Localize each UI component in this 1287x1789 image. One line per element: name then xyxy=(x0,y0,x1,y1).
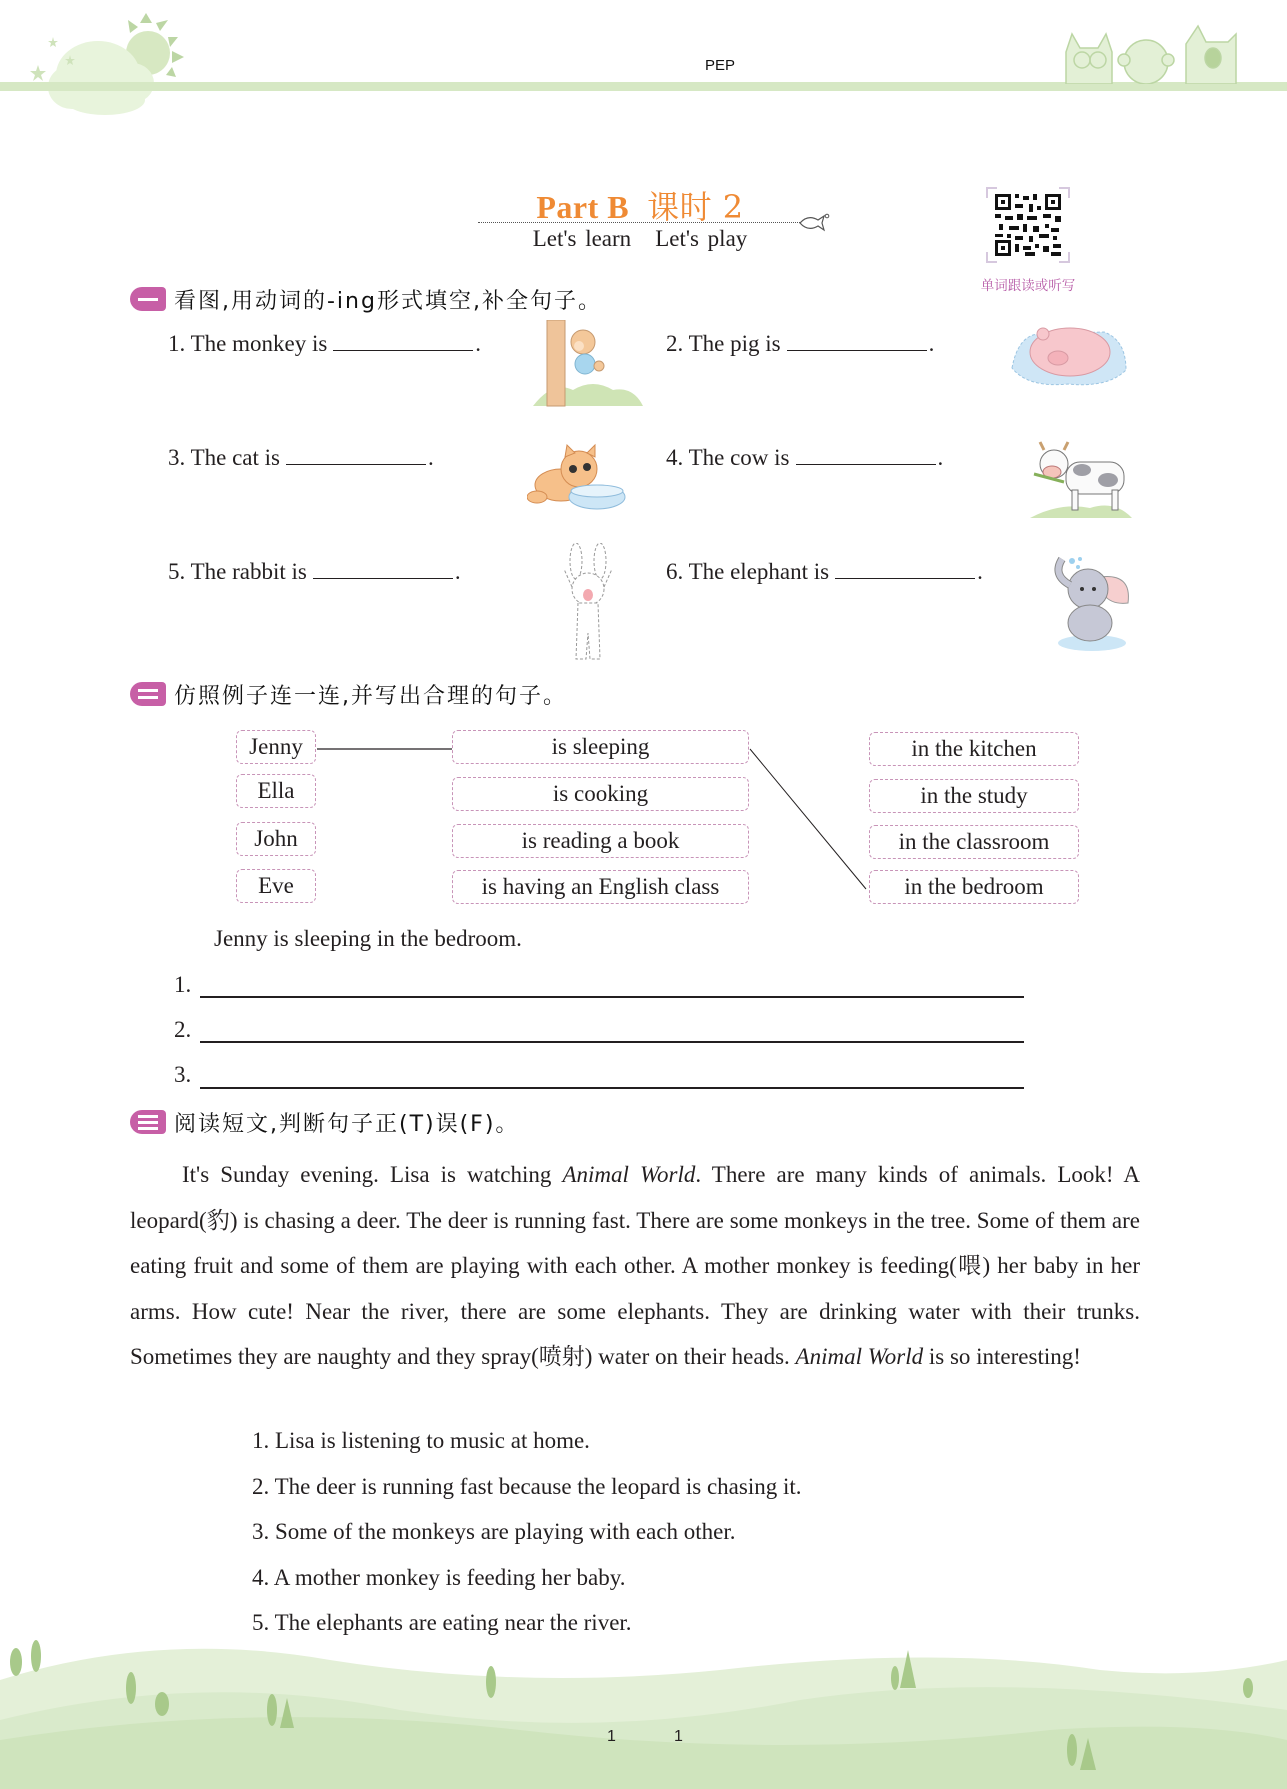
place-box-study[interactable]: in the study xyxy=(869,779,1079,813)
place-box-kitchen[interactable]: in the kitchen xyxy=(869,732,1079,766)
statement-3: 3. Some of the monkeys are playing with each other. xyxy=(252,1519,736,1544)
example-sentence: Jenny is sleeping in the bedroom. xyxy=(214,926,522,951)
action-box-reading[interactable]: is reading a book xyxy=(452,824,749,858)
question-6: 6. The elephant is . xyxy=(666,559,983,584)
statement-5: 5. The elephants are eating near the river. xyxy=(252,1610,632,1635)
answer-line-2[interactable] xyxy=(200,1041,1024,1043)
series-label: PEP xyxy=(705,57,736,74)
place-box-bedroom[interactable]: in the bedroom xyxy=(869,870,1079,904)
action-box-cooking[interactable]: is cooking xyxy=(452,777,749,811)
name-box-john[interactable]: John xyxy=(236,822,316,856)
action-box-sleeping[interactable]: is sleeping xyxy=(452,730,749,764)
section1-instruction: 看图,用动词的-ing形式填空,补全句子。 xyxy=(174,288,602,314)
statement-4: 4. A mother monkey is feeding her baby. xyxy=(252,1565,626,1590)
question-4: 4. The cow is . xyxy=(666,445,944,470)
page-number-right: 1 xyxy=(674,1728,683,1745)
question-1: 1. The monkey is . xyxy=(168,331,482,356)
answer-line-2-number: 2. xyxy=(174,1017,192,1042)
reading-passage: It's Sunday evening. Lisa is watching Animal World. There are many kinds of animals. Look! A leopard(豹) is chasing a deer. The deer is running fast. There are some monkeys in the tree. Some of them are eating fruit and some of them are playing with each other. A mother monkey is feeding(喂) her baby in her arms. How cute! Near the river, there are some elephants. They are drinking water with their trunks. Sometimes they are naughty and they spray(喷射) water on their heads. Animal World is so interesting! xyxy=(130,1162,1141,1370)
section3-instruction: 阅读短文,判断句子正(T)误(F)。 xyxy=(174,1111,520,1137)
question-3: 3. The cat is . xyxy=(168,445,434,470)
subtitle-learn: Let's learn xyxy=(532,226,632,251)
answer-line-1[interactable] xyxy=(200,996,1024,998)
qr-caption: 单词跟读或听写 xyxy=(980,278,1076,294)
part-label: Part B xyxy=(536,189,630,225)
name-box-jenny[interactable]: Jenny xyxy=(236,730,316,764)
statement-2: 2. The deer is running fast because the leopard is chasing it. xyxy=(252,1474,802,1499)
name-box-ella[interactable]: Ella xyxy=(236,774,316,808)
program-title: Animal World xyxy=(562,1162,696,1187)
question-5: 5. The rabbit is . xyxy=(168,559,461,584)
name-box-eve[interactable]: Eve xyxy=(236,869,316,903)
section3-badge xyxy=(130,1110,166,1134)
hills-background xyxy=(0,1640,1287,1789)
answer-line-3-number: 3. xyxy=(174,1062,192,1087)
section3-header xyxy=(130,1108,519,1136)
page-number-left: 1 xyxy=(607,1728,616,1745)
question-2: 2. The pig is . xyxy=(666,331,935,356)
action-box-english-class[interactable]: is having an English class xyxy=(452,870,749,904)
subtitle-play: Let's play xyxy=(655,226,748,251)
section2-instruction: 仿照例子连一连,并写出合理的句子。 xyxy=(174,683,567,709)
statement-1: 1. Lisa is listening to music at home. xyxy=(252,1428,590,1453)
program-title: Animal World xyxy=(795,1344,924,1370)
answer-line-3[interactable] xyxy=(200,1087,1024,1089)
lesson-label: 课时 2 xyxy=(647,188,744,226)
place-box-classroom[interactable]: in the classroom xyxy=(869,825,1079,859)
answer-line-1-number: 1. xyxy=(174,972,192,997)
